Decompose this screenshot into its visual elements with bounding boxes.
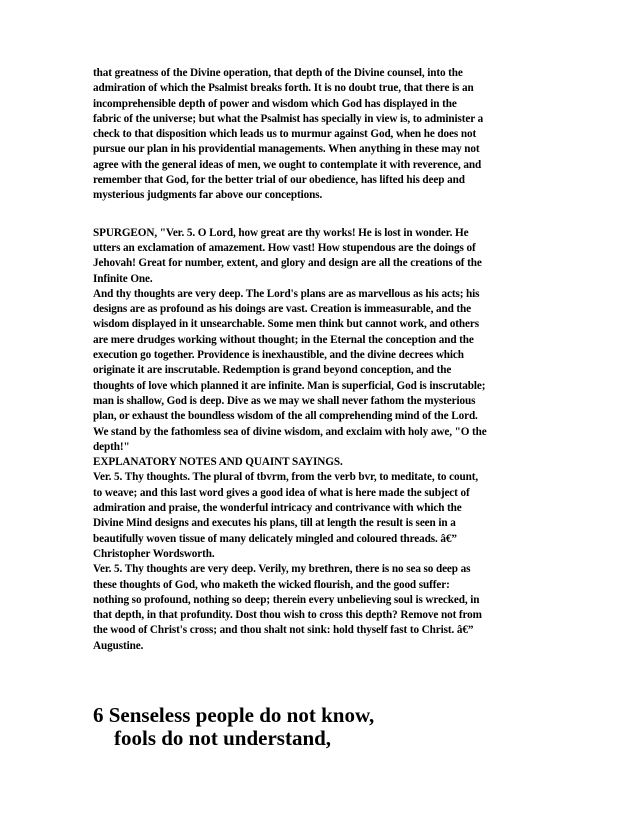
text-line: Augustine. (93, 639, 144, 652)
text-line: agree with the general ideas of men, we ought to contemplate it with reverence, and (93, 158, 482, 171)
verse-line-2: fools do not understand, (114, 726, 332, 750)
text-line: Ver. 5. Thy thoughts are very deep. Verily, my brethren, there is no sea so deep as (93, 563, 471, 576)
text-line: nothing so profound, nothing so deep; therein every unbelieving soul is wrecked, in (93, 593, 480, 606)
text-line: to weave; and this last word gives a good idea of what is here made the subject of (93, 486, 470, 499)
text-line: that depth, in that profundity. Dost thou wish to cross this depth? Remove not from (93, 609, 482, 622)
document-page (93, 66, 545, 750)
text-line: admiration and praise, the wonderful intricacy and contrivance with which the (93, 502, 462, 515)
text-line: originate it are inscrutable. Redemption is grand beyond conception, and the (93, 364, 452, 377)
text-line: Divine Mind designs and executes his plans, till at length the result is seen in a (93, 517, 456, 530)
text-line: execution go together. Providence is inexhaustible, and the divine decrees which (93, 349, 464, 362)
text-line: incomprehensible depth of power and wisdom which God has displayed in the (93, 97, 457, 110)
text-line: the wood of Christ's cross; and thou shalt not sink: hold thyself fast to Christ. â€” (93, 624, 474, 637)
text-line: depth!" (93, 440, 130, 453)
text-line: Christopher Wordsworth. (93, 547, 215, 560)
text-line: thoughts of love which planned it are infinite. Man is superficial, God is inscrutable; (93, 379, 486, 392)
text-line: pursue our plan in his providential managements. When anything in these may not (93, 143, 480, 156)
text-line: designs are as profound as his doings are vast. Creation is immeasurable, and the (93, 303, 472, 316)
text-line: wisdom displayed in it unsearchable. Some men think but cannot work, and others (93, 318, 480, 331)
text-line: remember that God, for the better trial of our obedience, has lifted his deep and (93, 174, 465, 187)
text-line: are mere drudges working without thought; in the Eternal the conception and the (93, 333, 474, 346)
text-line: SPURGEON, "Ver. 5. O Lord, how great are thy works! He is lost in wonder. He (93, 226, 469, 239)
text-line: Jehovah! Great for number, extent, and glory and design are all the creations of the (93, 257, 482, 270)
text-line: beautifully woven tissue of many delicately mingled and coloured threads. â€” (93, 532, 457, 545)
verse-heading (93, 704, 374, 750)
text-line: these thoughts of God, who maketh the wicked flourish, and the good suffer: (93, 578, 450, 591)
text-line: that greatness of the Divine operation, that depth of the Divine counsel, into the (93, 67, 463, 79)
section-heading-notes: EXPLANATORY NOTES AND QUAINT SAYINGS. (93, 456, 343, 469)
text-line: man is shallow, God is deep. Dive as we may we shall never fathom the mysterious (93, 394, 476, 407)
text-line: plan, or exhaust the boundless wisdom of the all comprehending mind of the Lord. (93, 410, 478, 423)
text-line: admiration of which the Psalmist breaks forth. It is no doubt true, that there is an (93, 82, 474, 95)
text-line: We stand by the fathomless sea of divine wisdom, and exclaim with holy awe, "O the (93, 425, 487, 438)
verse-line-1: 6 Senseless people do not know, (93, 703, 375, 727)
commentary-paragraph-spurgeon (93, 226, 545, 654)
commentary-paragraph-calvin (93, 66, 545, 204)
text-line: Infinite One. (93, 272, 153, 285)
text-line: And thy thoughts are very deep. The Lord's plans are as marvellous as his acts; his (93, 287, 480, 300)
text-line: fabric of the universe; but what the Psalmist has specially in view is, to administer a (93, 112, 484, 125)
text-line: Ver. 5. Thy thoughts. The plural of tbvrm, from the verb bvr, to meditate, to count, (93, 471, 479, 484)
text-line: utters an exclamation of amazement. How vast! How stupendous are the doings of (93, 241, 476, 254)
text-line: mysterious judgments far above our conceptions. (93, 189, 323, 202)
text-line: check to that disposition which leads us to murmur against God, when he does not (93, 128, 477, 141)
